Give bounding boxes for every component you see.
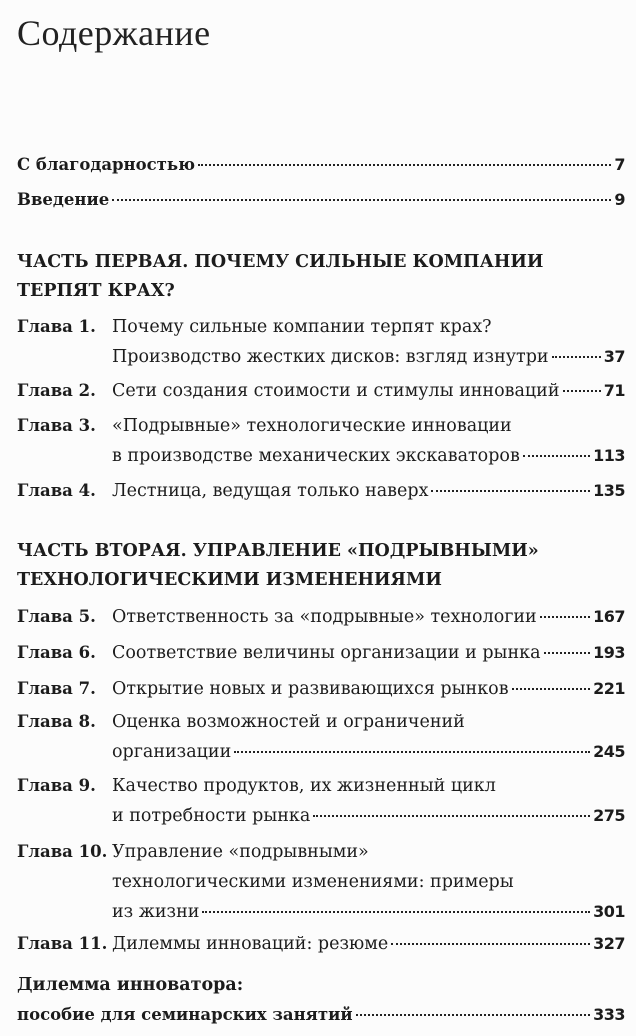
chapter-label: Глава 3. xyxy=(17,416,96,435)
page-number: 301 xyxy=(593,902,625,921)
dot-leader xyxy=(523,455,590,457)
toc-entry-chapter-2[interactable] xyxy=(17,376,625,406)
dot-leader xyxy=(512,688,591,690)
chapter-label: Глава 9. xyxy=(17,776,96,795)
dot-leader xyxy=(563,390,601,392)
page-number: 327 xyxy=(593,934,625,953)
dot-leader xyxy=(198,164,611,166)
toc-entry-chapter-3[interactable] xyxy=(17,411,625,471)
page-number: 135 xyxy=(593,481,625,500)
part-title-line: ТЕРПЯТ КРАХ? xyxy=(17,281,175,301)
toc-entry-chapter-4[interactable] xyxy=(17,476,625,506)
page-number: 193 xyxy=(593,643,625,662)
chapter-title-line: Управление «подрывными» xyxy=(112,842,369,862)
toc-entry-acknowledgements[interactable] xyxy=(17,150,625,180)
toc-entry-chapter-1[interactable] xyxy=(17,312,625,372)
chapter-title-line: Лестница, ведущая только наверх xyxy=(112,481,429,501)
chapter-title-line: и потребности рынка xyxy=(112,806,311,826)
chapter-title-line: технологическими изменениями: примеры xyxy=(112,872,514,892)
chapter-label: Глава 5. xyxy=(17,607,96,626)
chapter-title-line: Соответствие величины организации и рынка xyxy=(112,643,541,663)
toc-entry-chapter-5[interactable] xyxy=(17,602,625,632)
toc-entry-chapter-7[interactable] xyxy=(17,674,625,704)
part-title-line: ЧАСТЬ ВТОРАЯ. УПРАВЛЕНИЕ «ПОДРЫВНЫМИ» xyxy=(17,541,539,561)
page-number: 113 xyxy=(593,446,625,465)
dot-leader xyxy=(356,1014,591,1016)
chapter-label: Глава 2. xyxy=(17,381,96,400)
appendix-title-line: Дилемма инноватора: xyxy=(17,975,244,995)
page-number: 275 xyxy=(593,806,625,825)
dot-leader xyxy=(313,815,590,817)
chapter-title-line: Сети создания стоимости и стимулы инноваций xyxy=(112,381,560,401)
dot-leader xyxy=(540,616,590,618)
page-number: 9 xyxy=(614,190,625,209)
page-number: 167 xyxy=(593,607,625,626)
dot-leader xyxy=(391,943,590,945)
dot-leader xyxy=(234,751,590,753)
chapter-title-line: Ответственность за «подрывные» технологии xyxy=(112,607,537,627)
chapter-title-line: в производстве механических экскаваторов xyxy=(112,446,520,466)
chapter-title-line: Качество продуктов, их жизненный цикл xyxy=(112,776,496,796)
toc-entry-chapter-8[interactable] xyxy=(17,707,625,767)
chapter-label: Глава 7. xyxy=(17,679,96,698)
chapter-label: Глава 10. xyxy=(17,842,108,861)
toc-entry-appendix[interactable] xyxy=(17,970,625,1030)
page-number: 37 xyxy=(603,347,625,366)
chapter-label: Глава 8. xyxy=(17,712,96,731)
toc-entry-introduction[interactable] xyxy=(17,185,625,215)
part-two-heading xyxy=(17,537,625,595)
appendix-title-line: пособие для семинарских занятий xyxy=(17,1005,353,1024)
page-number: 333 xyxy=(593,1005,625,1024)
dot-leader xyxy=(112,199,611,201)
chapter-title-line: «Подрывные» технологические инновации xyxy=(112,416,512,436)
chapter-title-line: Оценка возможностей и ограничений xyxy=(112,712,465,732)
front-matter xyxy=(17,150,625,215)
dot-leader xyxy=(202,911,590,913)
entry-title: Введение xyxy=(17,190,110,209)
chapter-title-line: Производство жестких дисков: взгляд изнутри xyxy=(112,347,549,367)
toc-entry-chapter-10[interactable] xyxy=(17,837,625,927)
chapter-title-line: Открытие новых и развивающихся рынков xyxy=(112,679,509,699)
part-title-line: ТЕХНОЛОГИЧЕСКИМИ ИЗМЕНЕНИЯМИ xyxy=(17,570,442,590)
page-number: 245 xyxy=(593,742,625,761)
page-number: 221 xyxy=(593,679,625,698)
chapter-label: Глава 4. xyxy=(17,481,96,500)
toc-entry-chapter-9[interactable] xyxy=(17,771,625,831)
dot-leader xyxy=(431,490,590,492)
chapter-title-line: Дилеммы инноваций: резюме xyxy=(112,934,389,954)
entry-title: С благодарностью xyxy=(17,155,196,174)
part-one-heading xyxy=(17,248,625,306)
dot-leader xyxy=(552,356,601,358)
dot-leader xyxy=(544,652,591,654)
toc-entry-chapter-6[interactable] xyxy=(17,638,625,668)
chapter-title-line: из жизни xyxy=(112,902,200,922)
chapter-title-line: организации xyxy=(112,742,232,762)
page-number: 7 xyxy=(614,155,625,174)
toc-entry-chapter-11[interactable] xyxy=(17,929,625,959)
page-title: Содержание xyxy=(17,13,211,53)
chapter-label: Глава 6. xyxy=(17,643,96,662)
page-number: 71 xyxy=(603,381,625,400)
part-title-line: ЧАСТЬ ПЕРВАЯ. ПОЧЕМУ СИЛЬНЫЕ КОМПАНИИ xyxy=(17,252,544,272)
chapter-label: Глава 1. xyxy=(17,317,96,336)
chapter-title-line: Почему сильные компании терпят крах? xyxy=(112,317,492,337)
chapter-label: Глава 11. xyxy=(17,934,108,953)
